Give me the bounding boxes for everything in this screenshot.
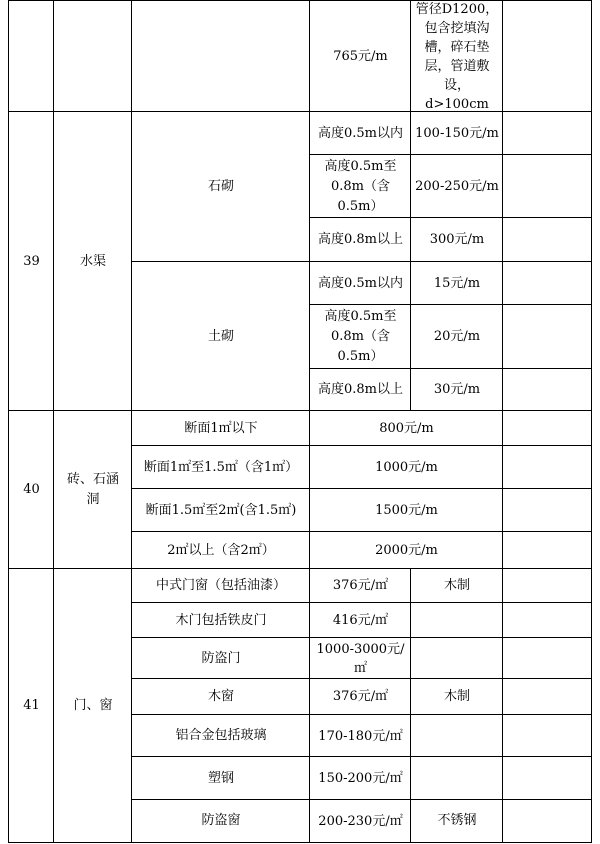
item41-name: 门、窗 bbox=[53, 568, 132, 843]
item40-x3 bbox=[502, 488, 592, 532]
item40-name: 砖、石涵洞 bbox=[53, 410, 132, 569]
item41-i4: 木窗 bbox=[131, 678, 310, 715]
item41-p5: 170-180元/㎡ bbox=[309, 714, 411, 757]
item39-p4: 15元/m bbox=[410, 261, 503, 305]
item39-x1 bbox=[502, 111, 592, 155]
item40-s1: 断面1㎡以下 bbox=[131, 410, 310, 446]
cell-top-spec bbox=[131, 0, 310, 112]
item41-n1: 木制 bbox=[410, 568, 503, 603]
item39-name: 水渠 bbox=[53, 111, 132, 411]
item41-p3: 1000-3000元/㎡ bbox=[309, 637, 411, 679]
item39-p5: 20元/m bbox=[410, 304, 503, 369]
item39-p1: 100-150元/m bbox=[410, 111, 503, 155]
item40-s2: 断面1㎡至1.5㎡（含1㎡） bbox=[131, 445, 310, 489]
item41-p7: 200-230元/㎡ bbox=[309, 799, 411, 843]
item41-x2 bbox=[502, 602, 592, 638]
item41-i6: 塑钢 bbox=[131, 756, 310, 800]
top-note: 管径D1200，包含挖填沟槽，碎石垫层，管道敷设，d>100cm bbox=[415, 1, 499, 112]
cell-top-note bbox=[410, 0, 503, 112]
item39-h3b: 高度0.8m以上 bbox=[309, 368, 411, 411]
item40-no: 40 bbox=[8, 410, 54, 569]
item39-h1a: 高度0.5m以内 bbox=[309, 111, 411, 155]
item41-x3 bbox=[502, 637, 592, 679]
item39-stone: 石砌 bbox=[131, 111, 310, 262]
cell-top-price bbox=[309, 0, 411, 112]
item39-p3: 300元/m bbox=[410, 217, 503, 262]
item41-no: 41 bbox=[8, 568, 54, 843]
item39-x6 bbox=[502, 368, 592, 411]
item41-x1 bbox=[502, 568, 592, 603]
item41-x5 bbox=[502, 714, 592, 757]
item40-p2: 1000元/m bbox=[309, 445, 503, 489]
item41-n3 bbox=[410, 637, 503, 679]
item39-p2: 200-250元/m bbox=[410, 154, 503, 218]
item39-earth: 土砌 bbox=[131, 261, 310, 411]
item39-h2a: 高度0.5m至0.8m（含0.5m） bbox=[309, 154, 411, 218]
item41-p2: 416元/㎡ bbox=[309, 602, 411, 638]
cell-top-name bbox=[53, 0, 132, 112]
item40-p3: 1500元/m bbox=[309, 488, 503, 532]
item40-s3: 断面1.5㎡至2㎡(含1.5㎡) bbox=[131, 488, 310, 532]
item40-s4: 2㎡以上（含2㎡） bbox=[131, 531, 310, 569]
top-price: 765元/m bbox=[333, 48, 388, 64]
item39-x5 bbox=[502, 304, 592, 369]
item41-i5: 铝合金包括玻璃 bbox=[131, 714, 310, 757]
item39-x4 bbox=[502, 261, 592, 305]
item39-x2 bbox=[502, 154, 592, 218]
item39-no: 39 bbox=[8, 111, 54, 411]
item41-i2: 木门包括铁皮门 bbox=[131, 602, 310, 638]
cell-top-extra bbox=[502, 0, 592, 112]
item40-x4 bbox=[502, 531, 592, 569]
item41-n2 bbox=[410, 602, 503, 638]
item41-n7: 不锈钢 bbox=[410, 799, 503, 843]
item39-h1b: 高度0.5m以内 bbox=[309, 261, 411, 305]
item41-n4: 木制 bbox=[410, 678, 503, 715]
item41-n6 bbox=[410, 756, 503, 800]
item41-p1: 376元/㎡ bbox=[309, 568, 411, 603]
item40-x2 bbox=[502, 445, 592, 489]
item41-x4 bbox=[502, 678, 592, 715]
cell-top-no bbox=[8, 0, 54, 112]
item39-h2b: 高度0.5m至0.8m（含0.5m） bbox=[309, 304, 411, 369]
item39-x3 bbox=[502, 217, 592, 262]
item41-p4: 376元/㎡ bbox=[309, 678, 411, 715]
item40-p4: 2000元/m bbox=[309, 531, 503, 569]
item41-x7 bbox=[502, 799, 592, 843]
item41-n5 bbox=[410, 714, 503, 757]
item41-x6 bbox=[502, 756, 592, 800]
item41-i1: 中式门窗（包括油漆） bbox=[131, 568, 310, 603]
item40-p1: 800元/m bbox=[309, 410, 503, 446]
item39-p6: 30元/m bbox=[410, 368, 503, 411]
item41-i7: 防盗窗 bbox=[131, 799, 310, 843]
item41-i3: 防盗门 bbox=[131, 637, 310, 679]
item41-p6: 150-200元/㎡ bbox=[309, 756, 411, 800]
item40-x1 bbox=[502, 410, 592, 446]
item39-h3a: 高度0.8m以上 bbox=[309, 217, 411, 262]
